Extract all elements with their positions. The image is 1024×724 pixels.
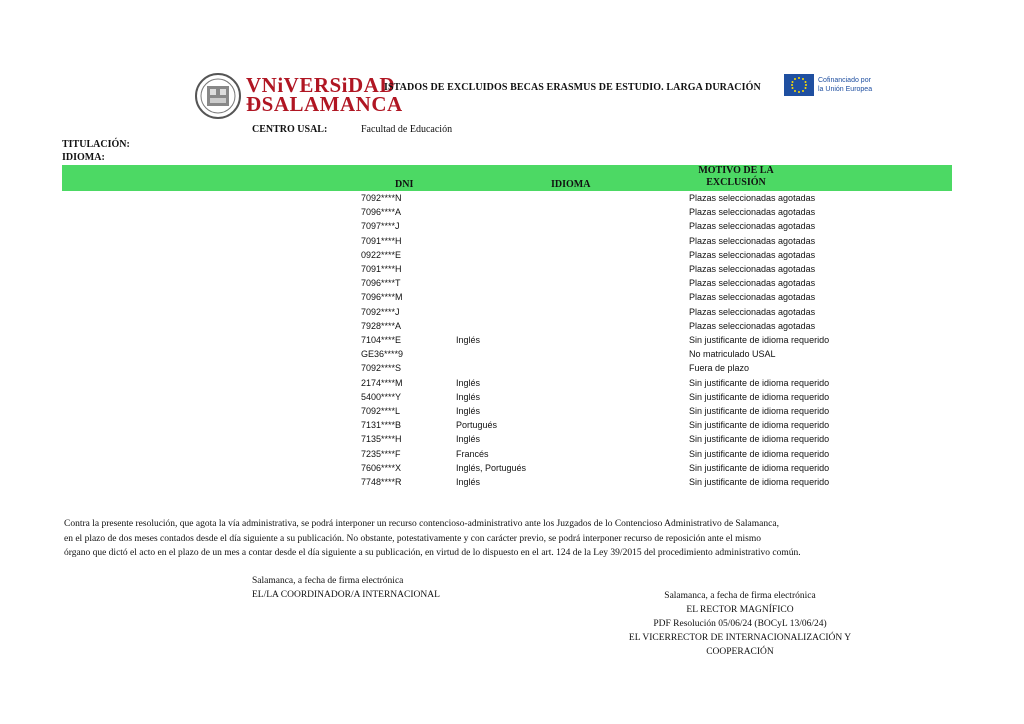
signature-right	[600, 589, 880, 659]
cell-motivo: Sin justificante de idioma requerido	[689, 377, 830, 388]
eu-text-line1: Cofinanciado por	[818, 77, 871, 84]
cell-motivo: Sin justificante de idioma requerido	[689, 477, 830, 487]
centro-label: CENTRO USAL:	[252, 124, 328, 135]
table-row	[0, 475, 1024, 489]
resolution-line: en el plazo de dos meses contados desde el día siguiente a su publicación. No obstante, potestativamente y con carácter previo, se podrá interponer recurso de reposición ante el mismo	[64, 533, 761, 544]
cell-motivo: Sin justificante de idioma requerido	[689, 335, 830, 345]
titulacion-label: TITULACIÓN:	[62, 139, 130, 150]
cell-dni: 7928****A	[361, 320, 402, 331]
cell-motivo: Plazas seleccionadas agotadas	[689, 235, 816, 246]
cell-motivo: No matriculado USAL	[689, 349, 776, 360]
column-header-motivo	[676, 165, 796, 189]
table-row	[0, 404, 1024, 418]
cell-motivo: Plazas seleccionadas agotadas	[689, 306, 816, 317]
cell-motivo: Sin justificante de idioma requerido	[689, 462, 830, 473]
idioma-label: IDIOMA:	[62, 152, 105, 163]
table-row	[0, 248, 1024, 262]
cell-dni: 7606****X	[361, 462, 402, 473]
cell-dni: 7096****M	[361, 292, 403, 303]
cell-motivo: Plazas seleccionadas agotadas	[689, 207, 816, 218]
document-title: ISTADOS DE EXCLUIDOS BECAS ERASMUS DE ESTUDIO. LARGA DURACIÓN	[384, 82, 761, 93]
signature-right-line5: COOPERACIÓN	[706, 647, 774, 657]
column-header-idioma: IDIOMA	[551, 179, 591, 190]
table-row	[0, 333, 1024, 347]
column-header-motivo-line2: EXCLUSIÓN	[706, 177, 766, 188]
table-row	[0, 418, 1024, 432]
cell-motivo: Sin justificante de idioma requerido	[689, 448, 830, 459]
table-row	[0, 205, 1024, 219]
university-seal-icon	[193, 72, 243, 120]
table-row	[0, 347, 1024, 361]
table-row	[0, 234, 1024, 248]
university-name-line2: ÐSALAMANCA	[246, 92, 403, 116]
table-row	[0, 305, 1024, 319]
cell-motivo: Sin justificante de idioma requerido	[689, 420, 830, 431]
cell-dni: 7092****S	[361, 363, 402, 374]
signature-left	[252, 574, 440, 602]
cell-motivo: Fuera de plazo	[689, 363, 750, 374]
cell-idioma: Inglés	[456, 477, 481, 487]
cell-dni: 7104****E	[361, 335, 402, 345]
resolution-paragraph	[64, 517, 964, 561]
cell-motivo: Sin justificante de idioma requerido	[689, 406, 830, 416]
table-row	[0, 219, 1024, 233]
cell-dni: GE36****9	[361, 349, 404, 360]
signature-left-line1: Salamanca, a fecha de firma electrónica	[252, 576, 404, 586]
table-header-bar	[62, 165, 952, 191]
cell-motivo: Plazas seleccionadas agotadas	[689, 264, 816, 274]
cell-motivo: Plazas seleccionadas agotadas	[689, 320, 816, 331]
cell-dni: 7235****F	[361, 448, 401, 459]
cell-motivo: Plazas seleccionadas agotadas	[689, 221, 816, 232]
cell-dni: 7092****N	[361, 193, 402, 203]
signature-right-line4: EL VICERRECTOR DE INTERNACIONALIZACIÓN Y	[628, 633, 852, 643]
eu-flag-icon	[784, 74, 814, 96]
cell-dni: 7748****R	[361, 477, 402, 487]
cell-dni: 7131****B	[361, 420, 402, 431]
cell-idioma: Inglés	[456, 335, 481, 345]
cell-idioma: Inglés	[456, 434, 481, 445]
column-header-dni: DNI	[395, 179, 414, 190]
cell-dni: 7096****T	[361, 278, 401, 289]
cell-dni: 7097****J	[361, 221, 400, 232]
table-row	[0, 361, 1024, 375]
cell-dni: 7096****A	[361, 207, 402, 218]
table-row	[0, 390, 1024, 404]
cell-idioma: Inglés, Portugués	[456, 462, 527, 473]
cell-idioma: Inglés	[456, 406, 481, 416]
eu-text-line2: la Unión Europea	[818, 86, 873, 93]
signature-right-line2: EL RECTOR MAGNÍFICO	[686, 605, 794, 615]
table-row	[0, 376, 1024, 390]
cell-dni: 7135****H	[361, 434, 402, 445]
cell-dni: 7091****H	[361, 235, 402, 246]
university-name	[246, 73, 403, 116]
cell-idioma: Inglés	[456, 377, 481, 388]
table-row	[0, 432, 1024, 446]
centro-value: Facultad de Educación	[361, 124, 453, 135]
cell-idioma: Francés	[456, 448, 489, 459]
table-row	[0, 191, 1024, 205]
cell-dni: 0922****E	[361, 249, 402, 260]
cell-motivo: Sin justificante de idioma requerido	[689, 391, 830, 402]
cell-motivo: Plazas seleccionadas agotadas	[689, 249, 816, 260]
resolution-line: Contra la presente resolución, que agota la vía administrativa, se podrá interponer un recurso contencioso-administrativo ante los Juzgados de lo Contencioso Administrativo de Salamanca,	[64, 519, 779, 529]
cell-dni: 7092****J	[361, 306, 400, 317]
table-row	[0, 447, 1024, 461]
cell-motivo: Sin justificante de idioma requerido	[689, 434, 830, 445]
table-row	[0, 319, 1024, 333]
table-row	[0, 461, 1024, 475]
cell-dni: 5400****Y	[361, 391, 402, 402]
resolution-line: órgano que dictó el acto en el plazo de un mes a contar desde el día siguiente a su publicación, en virtud de lo dispuesto en el art. 124 de la Ley 39/2015 del procedimiento administrativo común.	[64, 548, 801, 558]
cell-motivo: Plazas seleccionadas agotadas	[689, 278, 816, 289]
cell-motivo: Plazas seleccionadas agotadas	[689, 193, 816, 203]
signature-left-line2: EL/LA COORDINADOR/A INTERNACIONAL	[252, 590, 440, 600]
cell-motivo: Plazas seleccionadas agotadas	[689, 292, 816, 303]
table-row	[0, 276, 1024, 290]
university-name-line1: VNiVERSiDAD	[246, 73, 396, 97]
table-row	[0, 262, 1024, 276]
column-header-motivo-line1: MOTIVO DE LA	[698, 165, 774, 176]
cell-idioma: Inglés	[456, 391, 481, 402]
cell-dni: 7092****L	[361, 406, 401, 416]
signature-right-line3: PDF Resolución 05/06/24 (BOCyL 13/06/24)	[653, 619, 827, 629]
signature-right-line1: Salamanca, a fecha de firma electrónica	[664, 591, 816, 601]
eu-cofinanced-text	[818, 76, 872, 94]
cell-dni: 2174****M	[361, 377, 403, 388]
cell-idioma: Portugués	[456, 420, 498, 431]
cell-dni: 7091****H	[361, 264, 402, 274]
table-row	[0, 290, 1024, 304]
